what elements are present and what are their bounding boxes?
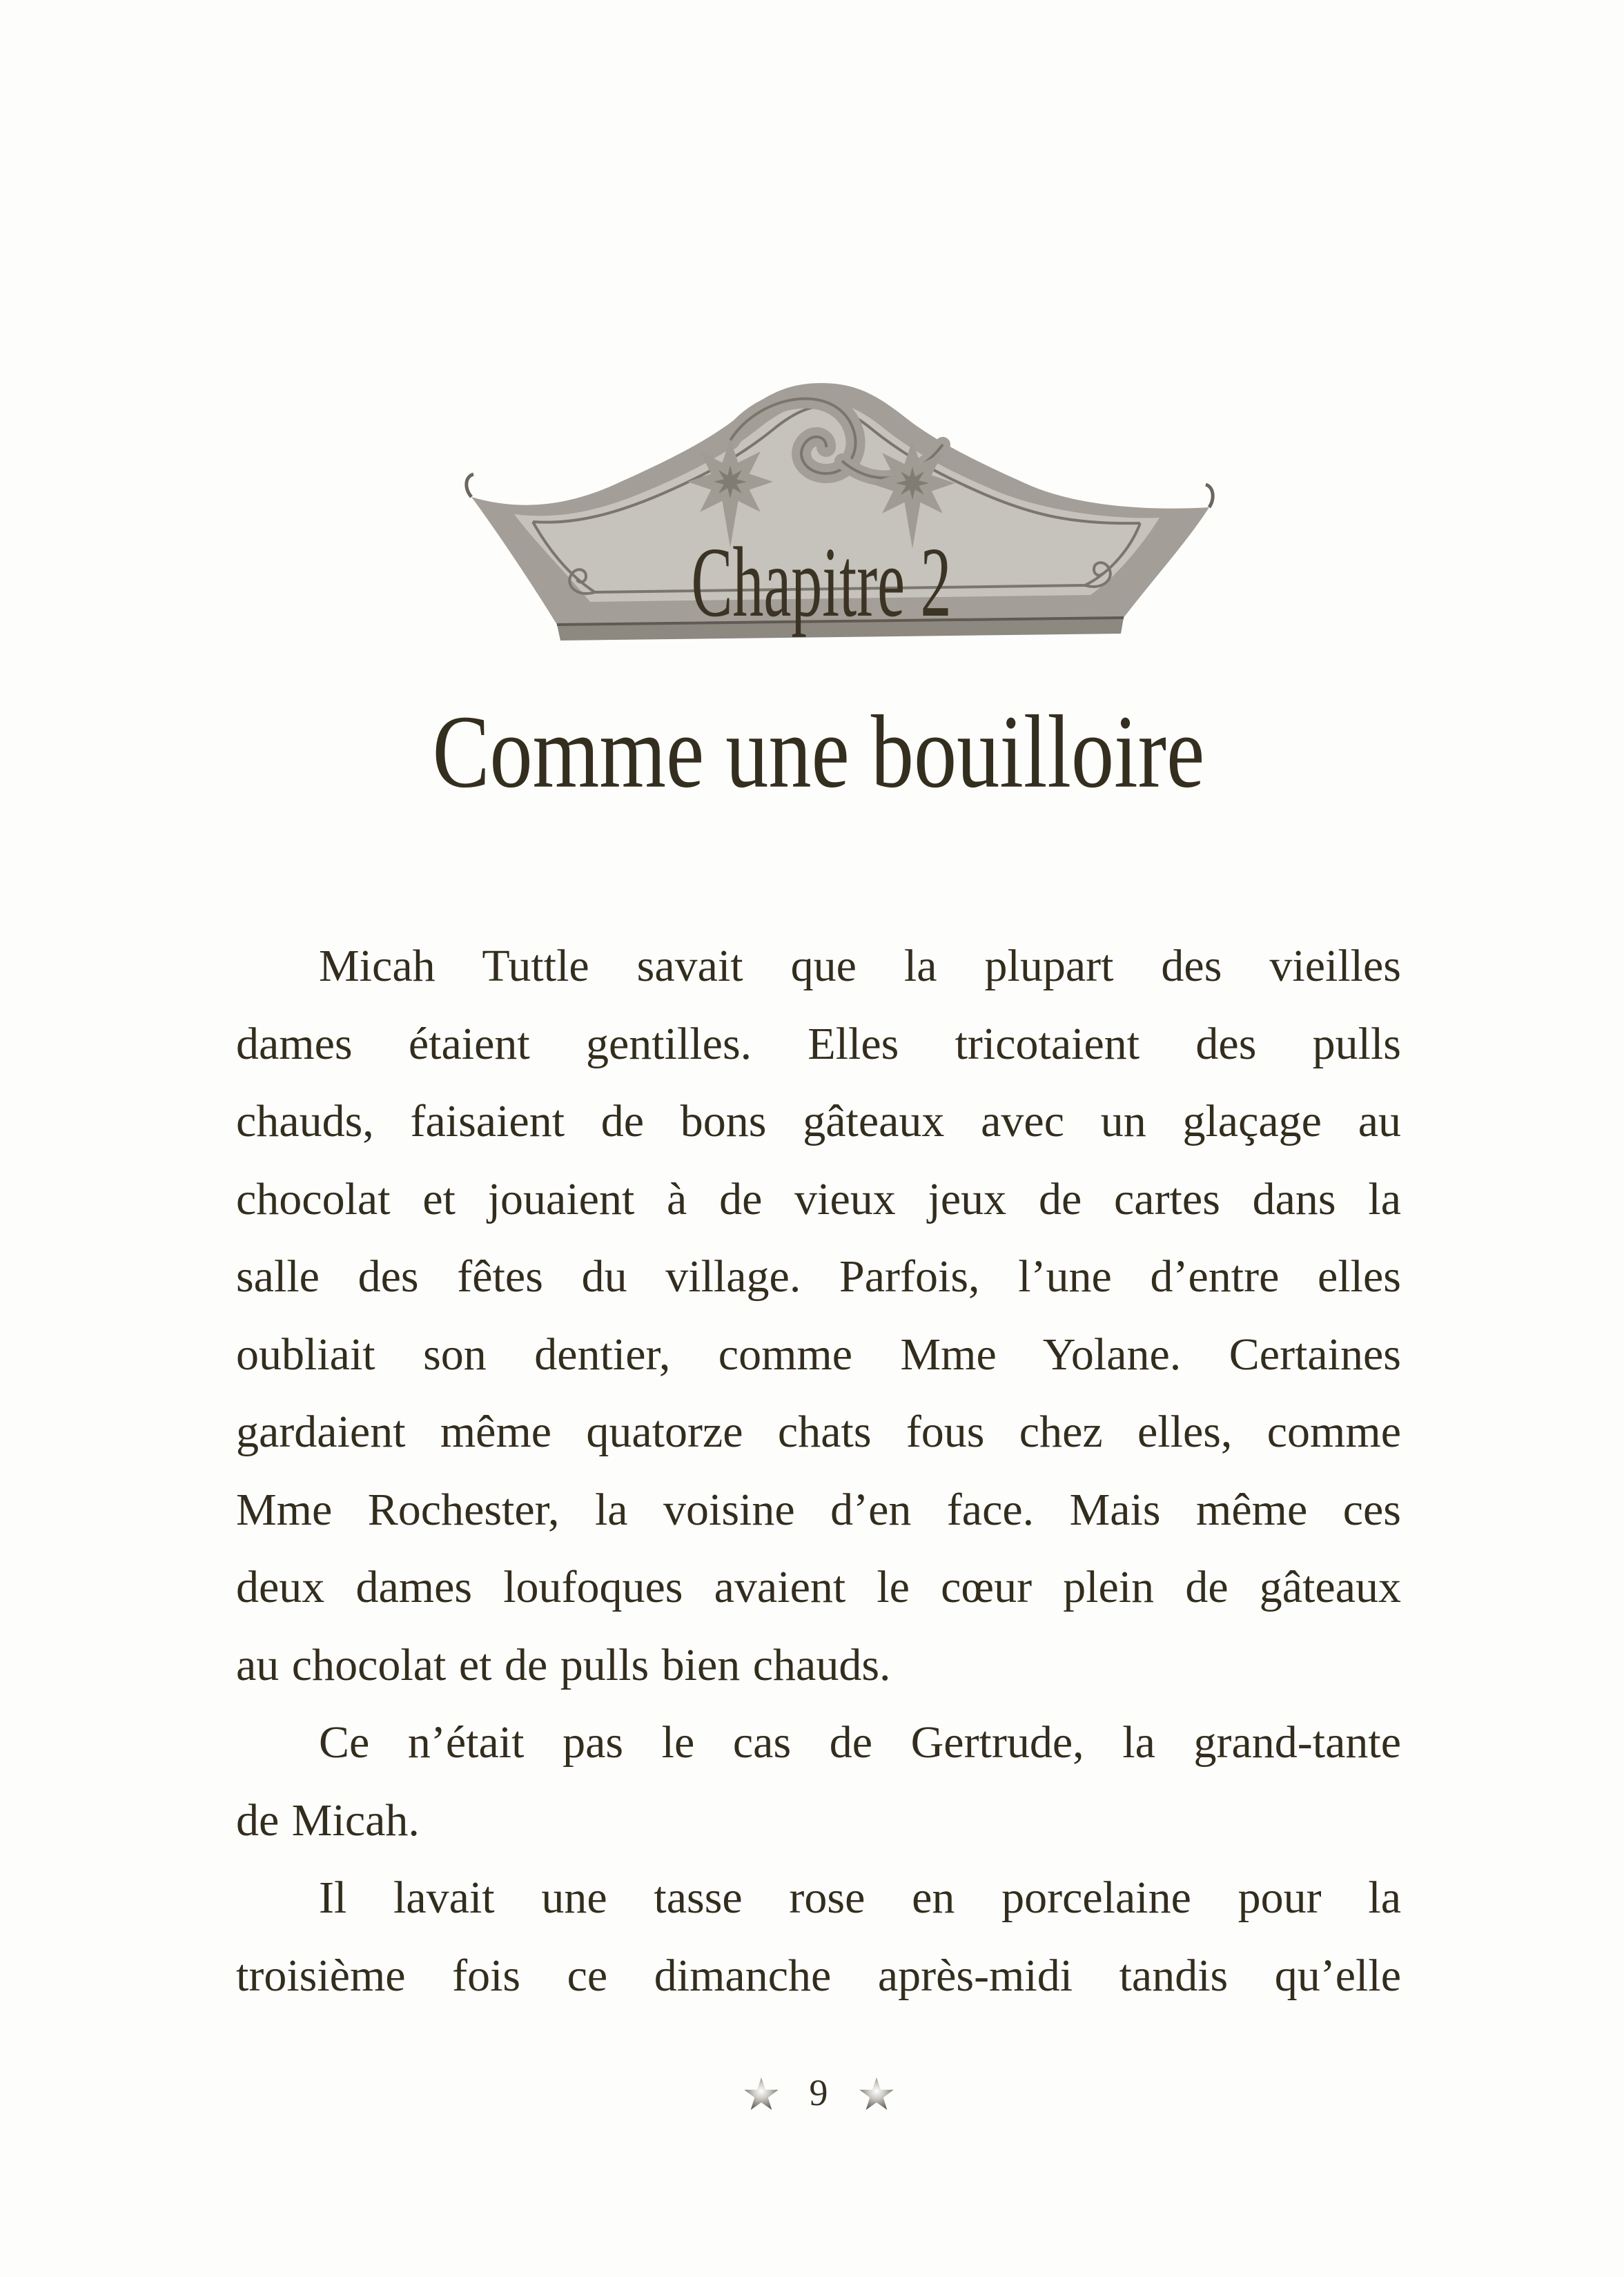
- body-line: Mme Rochester, la voisine d’en face. Mais même ces: [236, 1484, 1401, 1535]
- body-line: Ce n’était pas le cas de Gertrude, la grand-tante: [319, 1717, 1401, 1768]
- body-line: chocolat et jouaient à de vieux jeux de cartes dans la: [236, 1173, 1401, 1224]
- chapter-title-wrap: [236, 694, 1401, 810]
- page-footer: [236, 2072, 1401, 2113]
- body-line: chauds, faisaient de bons gâteaux avec un glaçage au: [236, 1096, 1401, 1146]
- body-line: gardaient même quatorze chats fous chez elles, comme: [236, 1407, 1401, 1457]
- left-tip-curl: [467, 474, 473, 497]
- page-number: 9: [809, 2072, 828, 2113]
- body-line: dames étaient gentilles. Elles tricotaient des pulls: [236, 1018, 1401, 1069]
- right-tip-curl: [1206, 485, 1213, 507]
- body-line: Il lavait une tasse rose en porcelaine pour la: [319, 1873, 1401, 1923]
- body-line: de Micah.: [236, 1795, 420, 1846]
- star-icon: [743, 2076, 779, 2112]
- body-line: au chocolat et de pulls bien chauds.: [236, 1639, 891, 1690]
- body-line: troisième fois ce dimanche après-midi tandis qu’elle: [236, 1950, 1401, 2001]
- body-line: deux dames loufoques avaient le cœur plein de gâteaux: [236, 1562, 1401, 1612]
- body-line: Micah Tuttle savait que la plupart des vieilles: [319, 941, 1401, 991]
- chapter-banner: [456, 373, 1215, 652]
- body-line: oubliait son dentier, comme Mme Yolane. Certaines: [236, 1329, 1401, 1380]
- body-text: [236, 928, 1401, 2015]
- star-icon: [859, 2076, 894, 2112]
- chapter-title: Comme une bouilloire: [432, 694, 1205, 810]
- chapter-label: Chapitre 2: [691, 527, 952, 638]
- body-line: salle des fêtes du village. Parfois, l’une d’entre elles: [236, 1251, 1401, 1302]
